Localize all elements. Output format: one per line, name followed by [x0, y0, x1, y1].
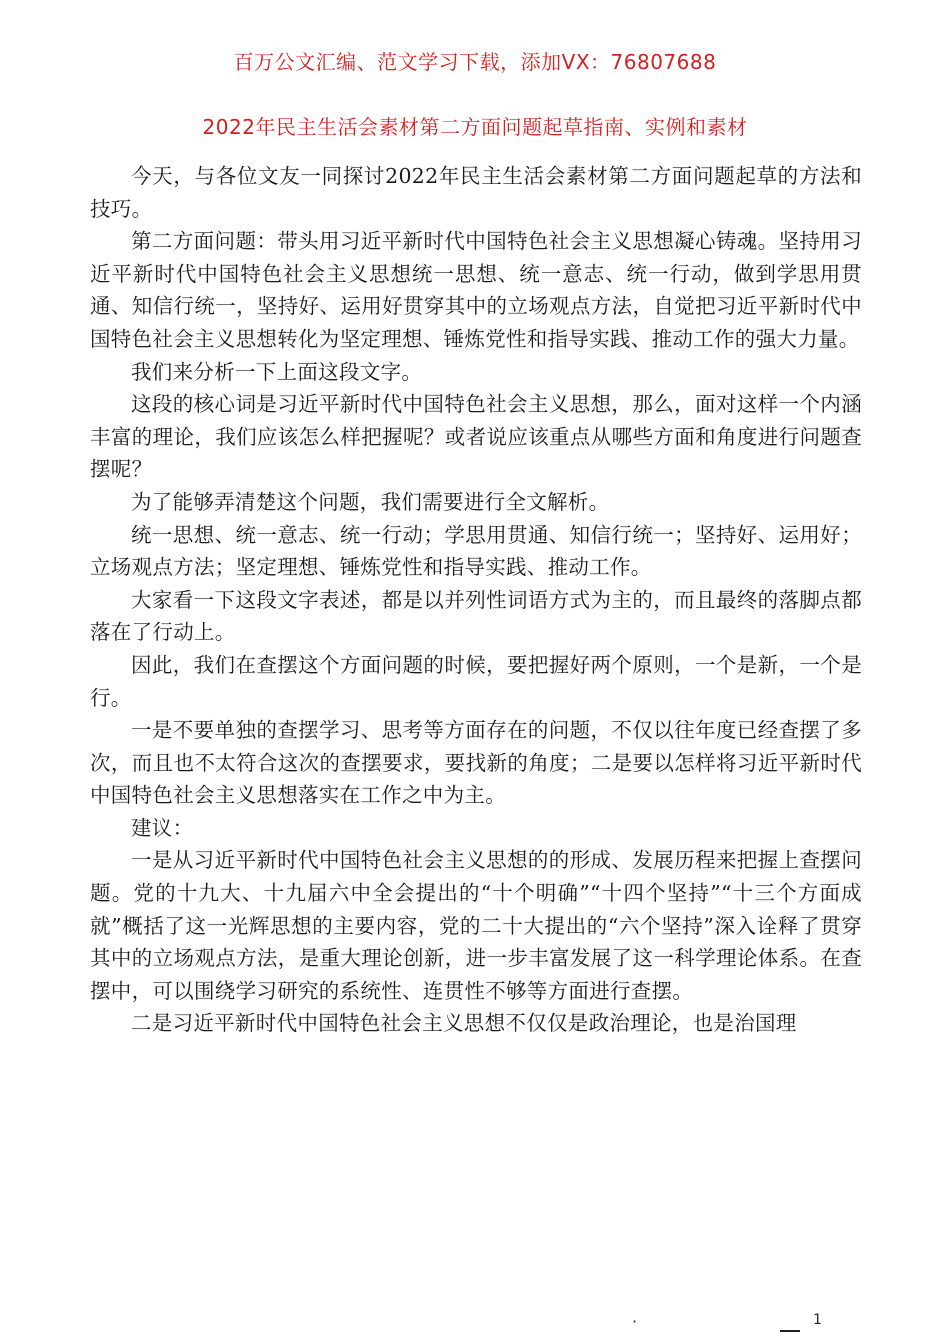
paragraph: 这段的核心词是习近平新时代中国特色社会主义思想，那么，面对这样一个内涵丰富的理论，我们应该怎么样把握呢？或者说应该重点从哪些方面和角度进行问题查摆呢？: [90, 392, 862, 482]
paragraph: 建议：: [131, 815, 194, 840]
footer-dash: [780, 1330, 800, 1332]
header-contact-line: 百万公文汇编、范文学习下载，添加VX：76807688: [233, 50, 717, 74]
paragraph: 为了能够弄清楚这个问题，我们需要进行全文解析。: [131, 489, 610, 514]
paragraph: 第二方面问题：带头用习近平新时代中国特色社会主义思想凝心铸魂。坚持用习近平新时代中国特色社会主义思想统一思想、统一意志、统一行动，做到学思用贯通、知信行统一，坚持好、运用好贯穿其中的立场观点方法，自觉把习近平新时代中国特色社会主义思想转化为坚定理想、锤炼党性和指导实践、推动工作的强大力量。: [90, 229, 862, 351]
document-body: [90, 160, 862, 1040]
paragraph: 二是习近平新时代中国特色社会主义思想不仅仅是政治理论，也是治国理: [131, 1011, 797, 1036]
footer-mark: ·: [632, 1312, 638, 1331]
paragraph: 我们来分析一下上面这段文字。: [131, 359, 423, 384]
page-footer: [0, 1312, 950, 1342]
paragraph: 统一思想、统一意志、统一行动；学思用贯通、知信行统一；坚持好、运用好；立场观点方法；坚定理想、锤炼党性和指导实践、推动工作。: [90, 522, 862, 580]
paragraph: 一是从习近平新时代中国特色社会主义思想的的形成、发展历程来把握上查摆问题。党的十九大、十九届六中全会提出的“十个明确”“十四个坚持”“十三个方面成就”概括了这一光辉思想的主要内容，党的二十大提出的“六个坚持”深入诠释了贯穿其中的立场观点方法，是重大理论创新，进一步丰富发展了这一科学理论体系。在查摆中，可以围绕学习研究的系统性、连贯性不够等方面进行查摆。: [90, 848, 862, 1003]
document-title: 2022年民主生活会素材第二方面问题起草指南、实例和素材: [202, 115, 748, 139]
paragraph: 今天，与各位文友一同探讨2022年民主生活会素材第二方面问题起草的方法和技巧。: [90, 164, 862, 221]
paragraph: 一是不要单独的查摆学习、思考等方面存在的问题，不仅以往年度已经查摆了多次，而且也不太符合这次的查摆要求，要找新的角度；二是要以怎样将习近平新时代中国特色社会主义思想落实在工作之中为主。: [90, 718, 862, 808]
paragraph: 因此，我们在查摆这个方面问题的时候，要把握好两个原则，一个是新，一个是行。: [90, 652, 862, 710]
paragraph: 大家看一下这段文字表述，都是以并列性词语方式为主的，而且最终的落脚点都落在了行动上。: [90, 587, 862, 645]
page-number: 1: [813, 1312, 822, 1328]
